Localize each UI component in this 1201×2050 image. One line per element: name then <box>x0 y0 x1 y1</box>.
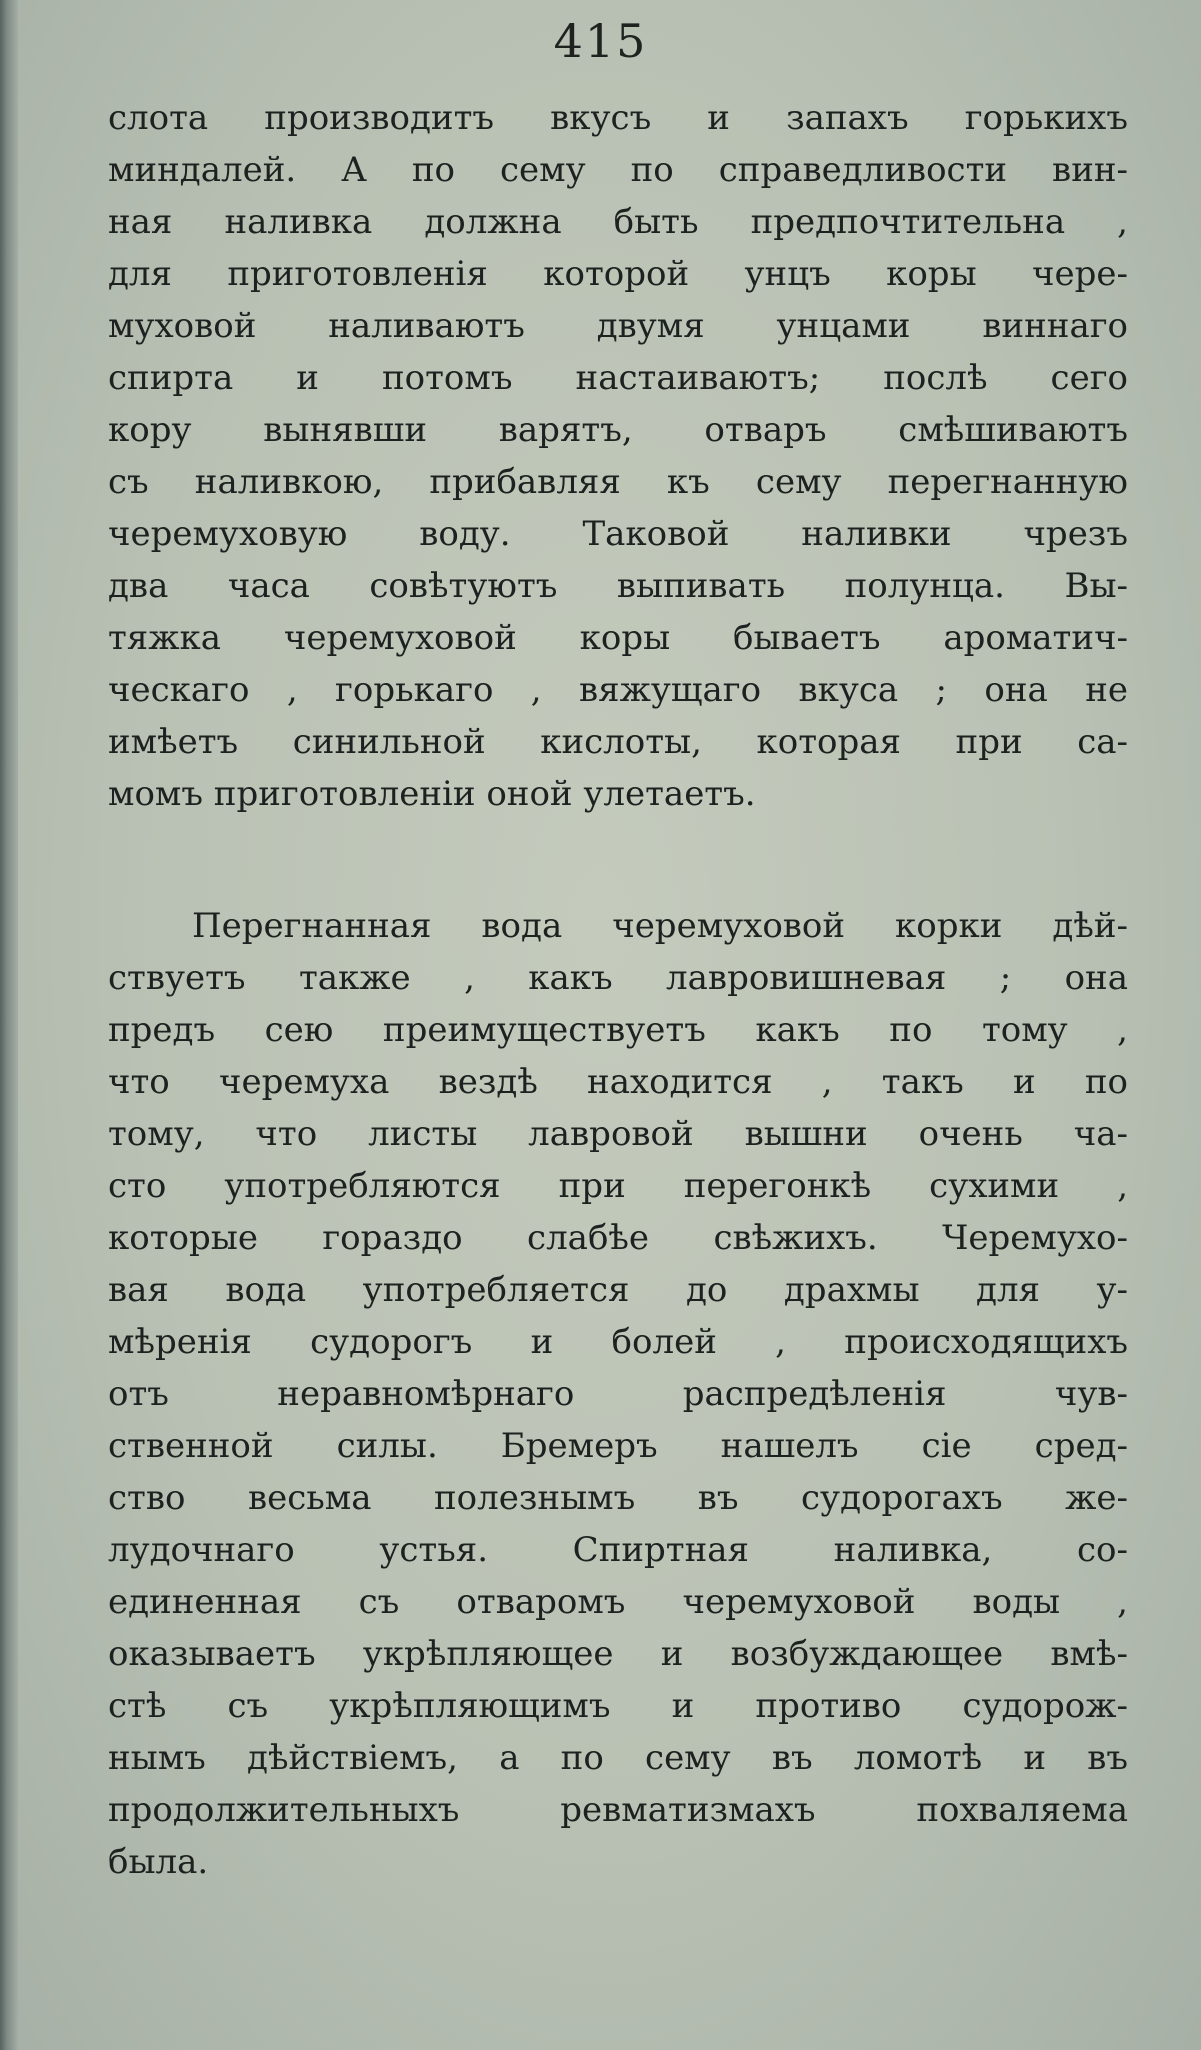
text-line: спирта и потомъ настаиваютъ; послѣ сего <box>108 358 1128 398</box>
text-line: слота производитъ вкусъ и запахъ горькихъ <box>108 98 1128 138</box>
text-line: лудочнаго устья. Спиртная наливка, со- <box>108 1530 1128 1570</box>
text-line: ство весьма полезнымъ въ судорогахъ же- <box>108 1478 1128 1518</box>
text-line: ческаго , горькаго , вяжущаго вкуса ; она не <box>108 670 1128 710</box>
text-line: ная наливка должна быть предпочтительна , <box>108 202 1128 242</box>
text-line: имѣетъ синильной кислоты, которая при са- <box>108 722 1128 762</box>
text-line: была. <box>108 1842 209 1882</box>
text-line: предъ сею преимуществуетъ какъ по тому , <box>108 1010 1128 1050</box>
text-line: оказываетъ укрѣпляющее и возбуждающее вмѣ- <box>108 1634 1128 1674</box>
text-line: миндалей. А по сему по справедливости вин- <box>108 150 1128 190</box>
text-line: которые гораздо слабѣе свѣжихъ. Черемухо- <box>108 1218 1128 1258</box>
text-line: кору вынявши варятъ, отваръ смѣшиваютъ <box>108 410 1128 450</box>
text-line: единенная съ отваромъ черемуховой воды , <box>108 1582 1128 1622</box>
paragraph-1 <box>108 92 1128 820</box>
text-line: стѣ съ укрѣпляющимъ и противо судорож- <box>108 1686 1128 1726</box>
book-spine-shadow <box>0 0 18 2050</box>
text-line: Перегнанная вода черемуховой корки дѣй- <box>192 906 1128 946</box>
text-line: мѣренія судорогъ и болей , происходящихъ <box>108 1322 1128 1362</box>
text-line: ствуетъ также , какъ лавровишневая ; она <box>108 958 1128 998</box>
page-number: 415 <box>553 14 648 68</box>
text-line: вая вода употребляется до драхмы для у- <box>108 1270 1128 1310</box>
text-body <box>108 92 1128 1888</box>
paragraph-2 <box>108 900 1128 1888</box>
text-line: два часа совѣтуютъ выпивать полунца. Вы- <box>108 566 1128 606</box>
text-line: тяжка черемуховой коры бываетъ ароматич- <box>108 618 1128 658</box>
text-line: момъ приготовленіи оной улетаетъ. <box>108 774 756 814</box>
text-line: муховой наливаютъ двумя унцами виннаго <box>108 306 1128 346</box>
text-line: для приготовленія которой унцъ коры чере- <box>108 254 1128 294</box>
text-line: что черемуха вездѣ находится , такъ и по <box>108 1062 1128 1102</box>
text-line: нымъ дѣйствіемъ, а по сему въ ломотѣ и въ <box>108 1738 1128 1778</box>
text-line: ственной силы. Бремеръ нашелъ сіе сред- <box>108 1426 1128 1466</box>
text-line: тому, что листы лавровой вышни очень ча- <box>108 1114 1128 1154</box>
text-line: сто употребляются при перегонкѣ сухими , <box>108 1166 1128 1206</box>
paragraph-spacer <box>108 820 1128 900</box>
text-line: продолжительныхъ ревматизмахъ похваляема <box>108 1790 1128 1830</box>
text-line: отъ неравномѣрнаго распредѣленія чув- <box>108 1374 1128 1414</box>
text-line: съ наливкою, прибавляя къ сему перегнанную <box>108 462 1128 502</box>
text-line: черемуховую воду. Таковой наливки чрезъ <box>108 514 1128 554</box>
